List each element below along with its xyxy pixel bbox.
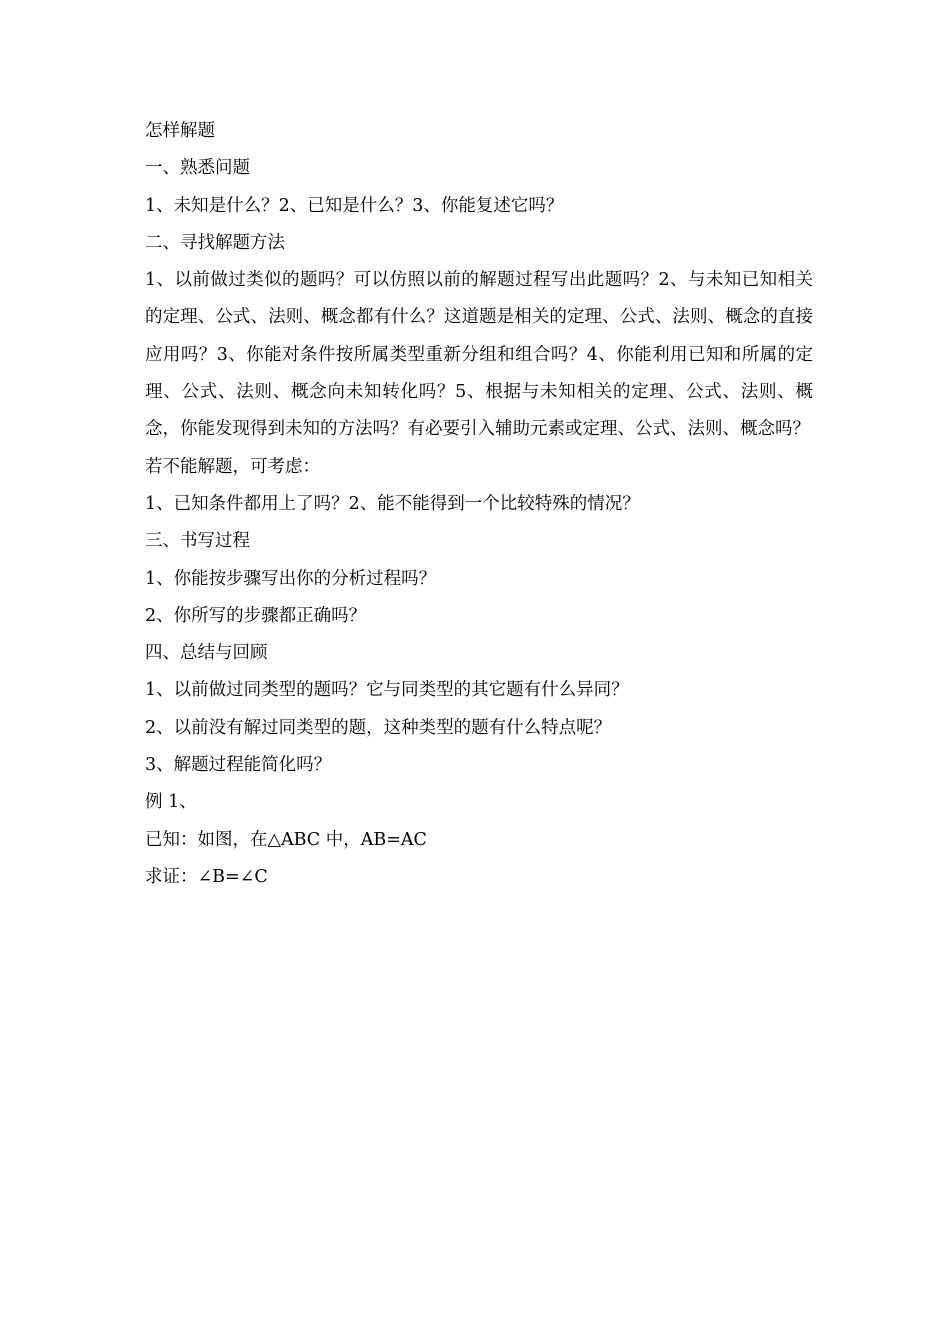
section-text-familiarize: 1、未知是什么？2、已知是什么？3、你能复述它吗？: [145, 195, 564, 216]
section-heading-review: 四、总结与回顾: [145, 643, 268, 664]
list-item: 1、以前做过同类型的题吗？它与同类型的其它题有什么异同？: [145, 680, 629, 701]
section-heading-write-process: 三、书写过程: [145, 531, 250, 552]
section-heading-familiarize: 一、熟悉问题: [145, 158, 250, 179]
example-prove: 求证：∠B=∠C: [145, 866, 268, 887]
section-heading-find-method: 二、寻找解题方法: [145, 232, 285, 253]
list-item: 3、解题过程能简化吗？: [145, 755, 332, 776]
fallback-intro: 若不能解题，可考虑：: [145, 456, 320, 477]
list-item: 2、以前没有解过同类型的题，这种类型的题有什么特点呢？: [145, 717, 612, 738]
list-item: 2、你所写的步骤都正确吗？: [145, 605, 367, 626]
document-title: 怎样解题: [145, 121, 215, 141]
document-body: [145, 113, 813, 896]
list-item: 1、你能按步骤写出你的分析过程吗？: [145, 568, 437, 589]
example-label: 例 1、: [145, 792, 197, 813]
section-text-find-method: 1、以前做过类似的题吗？可以仿照以前的解题过程写出此题吗？2、与未知已知相关的定理、公式、法则、概念都有什么？这道题是相关的定理、公式、法则、概念的直接应用吗？3、你能对条件按所属类型重新分组和组合吗？4、你能利用已知和所属的定理、公式、法则、概念向未知转化吗？5、根据与未知相关的定理、公式、法则、概念，你能发现得到未知的方法吗？有必要引入辅助元素或定理、公式、法则、概念吗？: [145, 270, 813, 440]
fallback-text: 1、已知条件都用上了吗？2、能不能得到一个比较特殊的情况？: [145, 493, 640, 514]
example-given: 已知：如图，在△ABC 中，AB=AC: [145, 829, 427, 850]
